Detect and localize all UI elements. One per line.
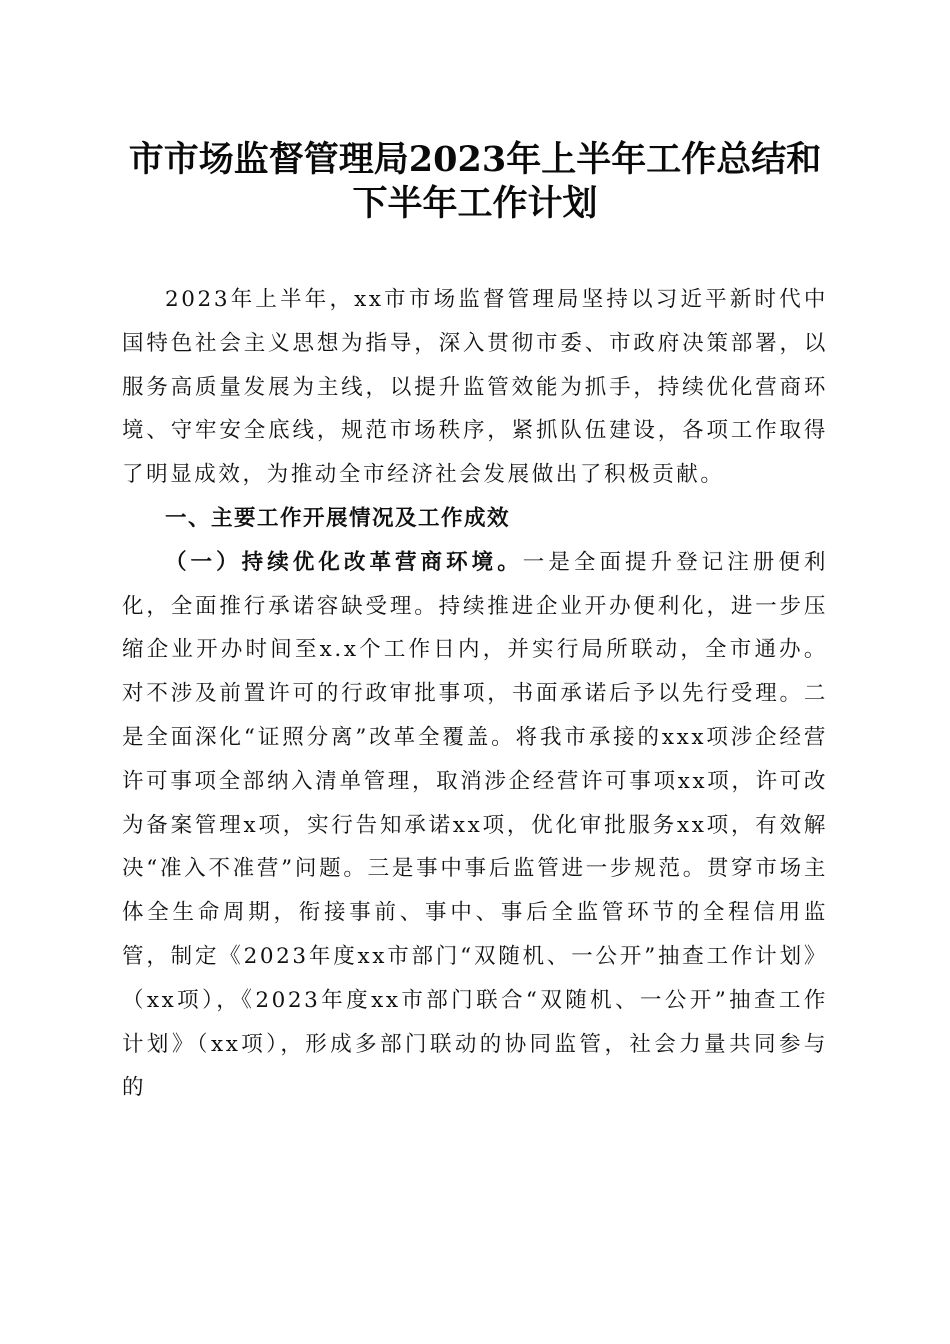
subsection-paragraph — [122, 541, 828, 1110]
document-body — [122, 278, 828, 1110]
subsection-body: 一是全面提升登记注册便利化，全面推行承诺容缺受理。持续推进企业开办便利化，进一步压缩企业开办时间至x.x个工作日内，并实行局所联动，全市通办。对不涉及前置许可的行政审批事项，书面承诺后予以先行受理。二是全面深化“证照分离”改革全覆盖。将我市承接的xxx项涉企经营许可事项全部纳入清单管理，取消涉企经营许可事项xx项，许可改为备案管理x项，实行告知承诺xx项，优化审批服务xx项，有效解决“准入不准营”问题。三是事中事后监管进一步规范。贯穿市场主体全生命周期，衔接事前、事中、事后全监管环节的全程信用监管，制定《2023年度xx市部门“双随机、一公开”抽查工作计划》（xx项），《2023年度xx市部门联合“双随机、一公开”抽查工作计划》（xx项），形成多部门联动的协同监管，社会力量共同参与的 — [122, 549, 828, 1101]
intro-paragraph: 2023年上半年，xx市市场监督管理局坚持以习近平新时代中国特色社会主义思想为指导，深入贯彻市委、市政府决策部署，以服务高质量发展为主线，以提升监管效能为抓手，持续优化营商环境、守牢安全底线，规范市场秩序，紧抓队伍建设，各项工作取得了明显成效，为推动全市经济社会发展做出了积极贡献。 — [122, 287, 828, 488]
document-title-line-1: 市市场监督管理局2023年上半年工作总结和 — [128, 139, 822, 180]
document-title-line-2: 下半年工作计划 — [352, 183, 598, 224]
section-heading: 一、主要工作开展情况及工作成效 — [165, 505, 511, 531]
subsection-heading: （一）持续优化改革营商环境。 — [165, 549, 523, 575]
